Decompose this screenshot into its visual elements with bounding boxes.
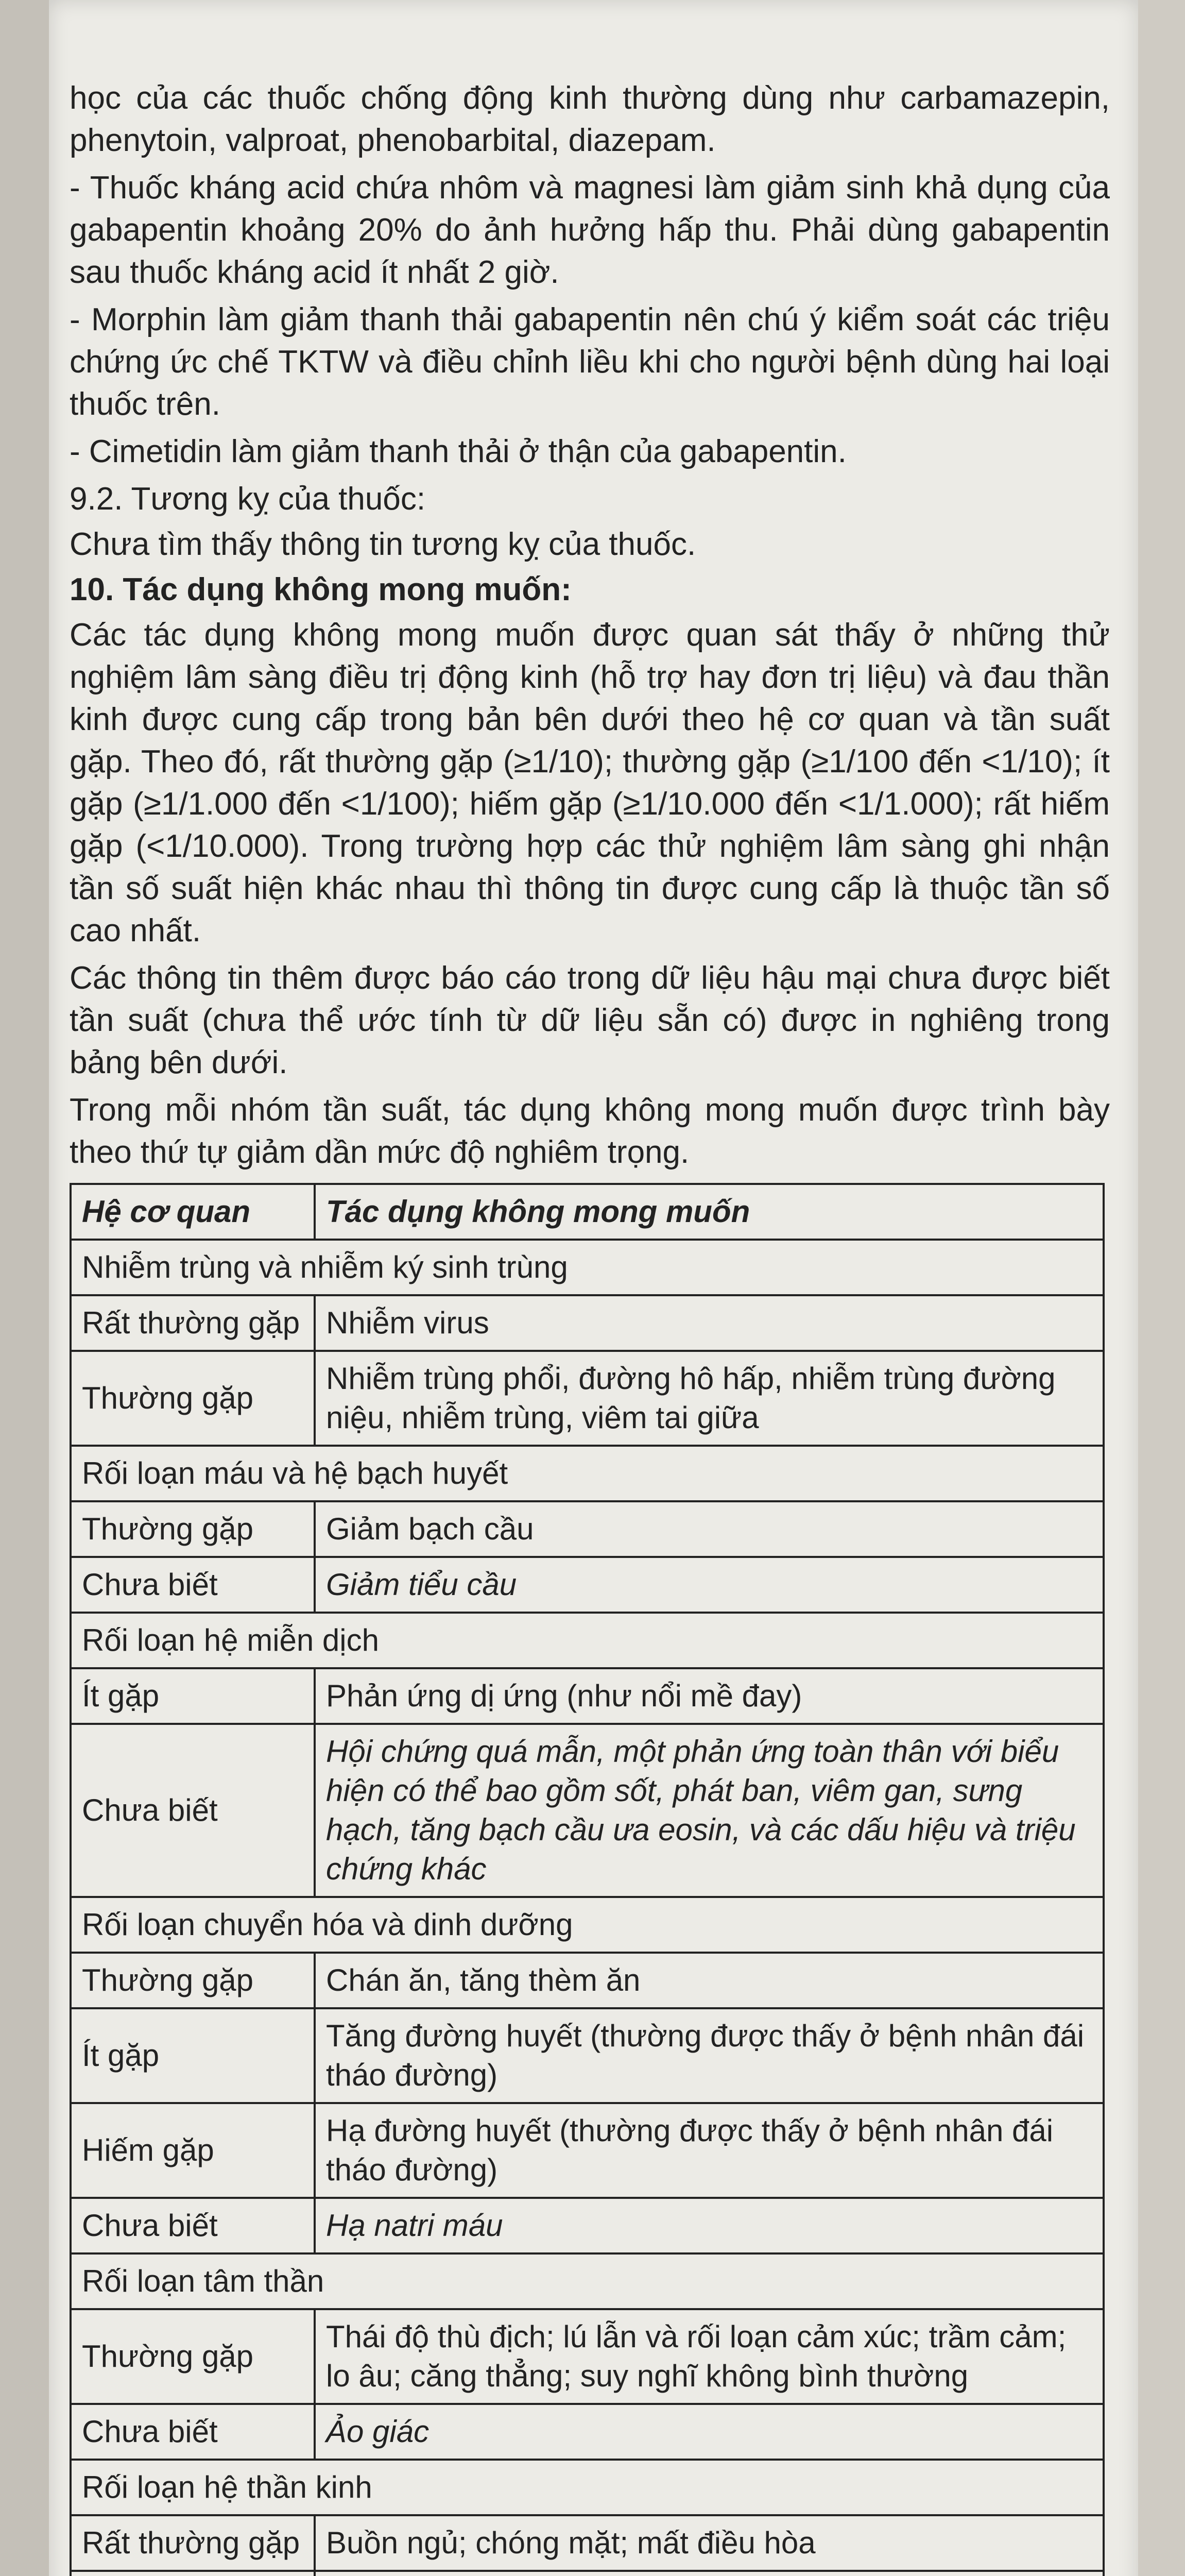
- frequency-cell: Chưa biết: [71, 1557, 315, 1613]
- table-row: [71, 2008, 1104, 2103]
- interaction-paragraph: - Thuốc kháng acid chứa nhôm và magnesi làm giảm sinh khả dụng của gabapentin khoảng 20% do ảnh hưởng hấp thu. Phải dùng gabapentin sau thuốc kháng acid ít nhất 2 giờ.: [70, 170, 1110, 290]
- table-group-row: [71, 1613, 1104, 1668]
- organ-system-group: Nhiễm trùng và nhiễm ký sinh trùng: [71, 1240, 1104, 1295]
- frequency-cell: Thường gặp: [71, 1953, 315, 2008]
- table-row: [71, 1953, 1104, 2008]
- adverse-effect-cell: Nhiễm virus: [315, 1295, 1104, 1351]
- interaction-paragraph: - Cimetidin làm giảm thanh thải ở thận của gabapentin.: [70, 434, 847, 469]
- adverse-effects-table: [70, 1183, 1105, 2576]
- header-adverse-effects: Tác dụng không mong muốn: [315, 1184, 1104, 1240]
- section-10-title: 10. Tác dụng không mong muốn:: [70, 572, 572, 607]
- table-row: [71, 2198, 1104, 2253]
- scan-right-edge: [1138, 0, 1185, 2576]
- section-10-paragraph: Các thông tin thêm được báo cáo trong dữ liệu hậu mại chưa được biết tần suất (chưa thể ước tính từ dữ liệu sẵn có) được in nghiêng trong bảng bên dưới.: [70, 960, 1110, 1080]
- frequency-cell: Chưa biết: [71, 2404, 315, 2460]
- table-row: [71, 1668, 1104, 1724]
- frequency-cell: [71, 2571, 315, 2576]
- adverse-effect-cell: Thái độ thù địch; lú lẫn và rối loạn cảm xúc; trầm cảm; lo âu; căng thẳng; suy nghĩ không bình thường: [315, 2309, 1104, 2404]
- frequency-cell: Thường gặp: [71, 1351, 315, 1446]
- frequency-cell: Chưa biết: [71, 2198, 315, 2253]
- scan-left-edge: [0, 0, 49, 2576]
- adverse-effect-cell: Hạ natri máu: [315, 2198, 1104, 2253]
- table-row: [71, 2309, 1104, 2404]
- table-group-row: [71, 1897, 1104, 1953]
- frequency-cell: Ít gặp: [71, 2008, 315, 2103]
- table-body: [71, 1240, 1104, 2576]
- organ-system-group: Rối loạn tâm thần: [71, 2253, 1104, 2309]
- adverse-effect-cell: Buồn ngủ; chóng mặt; mất điều hòa: [315, 2515, 1104, 2571]
- table-group-row: [71, 1446, 1104, 1501]
- organ-system-group: Rối loạn máu và hệ bạch huyết: [71, 1446, 1104, 1501]
- adverse-effect-cell: Chán ăn, tăng thèm ăn: [315, 1953, 1104, 2008]
- frequency-cell: Hiếm gặp: [71, 2103, 315, 2198]
- table-row: [71, 2571, 1104, 2576]
- section-10-paragraph: Các tác dụng không mong muốn được quan sát thấy ở những thử nghiệm lâm sàng điều trị động kinh (hỗ trợ hay đơn trị liệu) và đau thần kinh được cung cấp trong bản bên dưới theo hệ cơ quan và tần suất gặp. Theo đó, rất thường gặp (≥1/10); thường gặp (≥1/100 đến <1/10); ít gặp (≥1/1.000 đến <1/100); hiếm gặp (≥1/10.000 đến <1/1.000); rất hiếm gặp (<1/10.000). Trong trường hợp các thử nghiệm lâm sàng ghi nhận tần số suất hiện khác nhau thì thông tin được cung cấp là thuộc tần số cao nhất.: [70, 617, 1110, 948]
- interaction-paragraph: - Morphin làm giảm thanh thải gabapentin nên chú ý kiểm soát các triệu chứng ức chế TKTW và điều chỉnh liều khi cho người bệnh dùng hai loại thuốc trên.: [70, 302, 1110, 422]
- frequency-cell: Ít gặp: [71, 1668, 315, 1724]
- document-content: [70, 77, 1110, 2576]
- frequency-cell: Thường gặp: [71, 2309, 315, 2404]
- table-row: [71, 1557, 1104, 1613]
- adverse-effect-cell: Phản ứng dị ứng (như nổi mề đay): [315, 1668, 1104, 1724]
- organ-system-group: Rối loạn hệ miễn dịch: [71, 1613, 1104, 1668]
- table-row: [71, 2515, 1104, 2571]
- organ-system-group: Rối loạn chuyển hóa và dinh dưỡng: [71, 1897, 1104, 1953]
- table-row: [71, 1724, 1104, 1897]
- frequency-cell: Rất thường gặp: [71, 1295, 315, 1351]
- adverse-effect-cell: Giảm bạch cầu: [315, 1501, 1104, 1557]
- table-row: [71, 1501, 1104, 1557]
- table-row: [71, 2103, 1104, 2198]
- adverse-effect-cell: Giảm tiểu cầu: [315, 1557, 1104, 1613]
- frequency-cell: Thường gặp: [71, 1501, 315, 1557]
- adverse-effect-cell: [315, 2571, 1104, 2576]
- adverse-effect-cell: Hội chứng quá mẫn, một phản ứng toàn thân với biểu hiện có thể bao gồm sốt, phát ban, viêm gan, sưng hạch, tăng bạch cầu ưa eosin, và các dấu hiệu và triệu chứng khác: [315, 1724, 1104, 1897]
- frequency-cell: Rất thường gặp: [71, 2515, 315, 2571]
- header-organ-system: Hệ cơ quan: [71, 1184, 315, 1240]
- table-row: [71, 1351, 1104, 1446]
- section-10-paragraph: Trong mỗi nhóm tần suất, tác dụng không mong muốn được trình bày theo thứ tự giảm dần mức độ nghiêm trọng.: [70, 1092, 1110, 1170]
- table-header-row: [71, 1184, 1104, 1240]
- section-9-2-text: Chưa tìm thấy thông tin tương kỵ của thuốc.: [70, 527, 696, 562]
- interaction-paragraph: học của các thuốc chống động kinh thường dùng như carbamazepin, phenytoin, valproat, phenobarbital, diazepam.: [70, 80, 1110, 158]
- section-9-2-title: 9.2. Tương kỵ của thuốc:: [70, 481, 426, 517]
- table-group-row: [71, 1240, 1104, 1295]
- table-row: [71, 2404, 1104, 2460]
- table-row: [71, 1295, 1104, 1351]
- table-group-row: [71, 2460, 1104, 2515]
- adverse-effect-cell: Ảo giác: [315, 2404, 1104, 2460]
- adverse-effect-cell: Hạ đường huyết (thường được thấy ở bệnh nhân đái tháo đường): [315, 2103, 1104, 2198]
- adverse-effect-cell: Nhiễm trùng phổi, đường hô hấp, nhiễm trùng đường niệu, nhiễm trùng, viêm tai giữa: [315, 1351, 1104, 1446]
- table-group-row: [71, 2253, 1104, 2309]
- frequency-cell: Chưa biết: [71, 1724, 315, 1897]
- organ-system-group: Rối loạn hệ thần kinh: [71, 2460, 1104, 2515]
- adverse-effect-cell: Tăng đường huyết (thường được thấy ở bệnh nhân đái tháo đường): [315, 2008, 1104, 2103]
